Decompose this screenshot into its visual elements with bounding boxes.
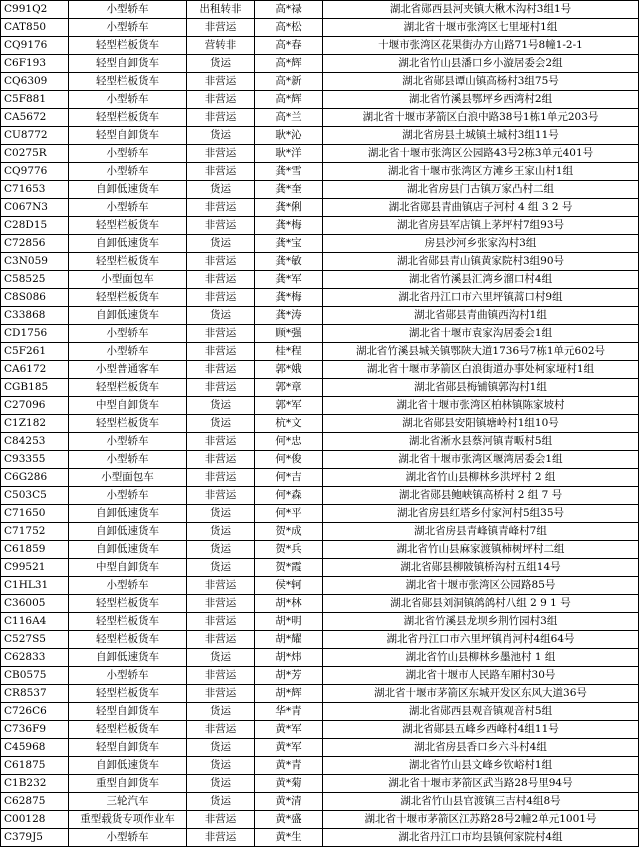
vehicle-type-cell: 自卸低速货车 bbox=[69, 235, 187, 253]
vehicle-type-cell: 轻型栏板货车 bbox=[69, 613, 187, 631]
usage-type-cell: 非营运 bbox=[187, 595, 255, 613]
owner-address-cell: 湖北省郧县青曲镇西沟村1组 bbox=[323, 307, 639, 325]
vehicle-type-cell: 小型轿车 bbox=[69, 343, 187, 361]
owner-address-cell: 湖北省竹山县柳林乡墨池村 1 组 bbox=[323, 649, 639, 667]
plate-number-cell: C067N3 bbox=[1, 199, 69, 217]
table-row bbox=[1, 613, 639, 631]
vehicle-type-cell: 中型自卸货车 bbox=[69, 397, 187, 415]
plate-number-cell: C3N059 bbox=[1, 253, 69, 271]
plate-number-cell: C5F881 bbox=[1, 91, 69, 109]
table-row bbox=[1, 235, 639, 253]
plate-number-cell: C28D15 bbox=[1, 217, 69, 235]
owner-name-cell: 龚*军 bbox=[255, 271, 323, 289]
vehicle-type-cell: 重型自卸货车 bbox=[69, 775, 187, 793]
owner-address-cell: 湖北省十堰市茅箭区白浪中路38号1栋1单元203号 bbox=[323, 109, 639, 127]
usage-type-cell: 货运 bbox=[187, 757, 255, 775]
owner-name-cell: 侯*轲 bbox=[255, 577, 323, 595]
vehicle-type-cell: 自卸低速货车 bbox=[69, 181, 187, 199]
table-row bbox=[1, 91, 639, 109]
table-row bbox=[1, 379, 639, 397]
owner-address-cell: 湖北省十堰市茅箭区白浪街道办事处柯家垭村1组 bbox=[323, 361, 639, 379]
usage-type-cell: 非营运 bbox=[187, 451, 255, 469]
usage-type-cell: 出租转非 bbox=[187, 1, 255, 19]
owner-name-cell: 胡*芳 bbox=[255, 667, 323, 685]
usage-type-cell: 货运 bbox=[187, 307, 255, 325]
vehicle-type-cell: 小型轿车 bbox=[69, 163, 187, 181]
owner-address-cell: 湖北省郧县梅铺镇郭沟村1组 bbox=[323, 379, 639, 397]
owner-address-cell: 湖北省十堰市茅箭区江苏路28号2幢2单元1001号 bbox=[323, 811, 639, 829]
table-row bbox=[1, 649, 639, 667]
vehicle-type-cell: 三轮汽车 bbox=[69, 793, 187, 811]
table-row bbox=[1, 793, 639, 811]
plate-number-cell: C1HL31 bbox=[1, 577, 69, 595]
plate-number-cell: C27096 bbox=[1, 397, 69, 415]
table-row bbox=[1, 757, 639, 775]
vehicle-type-cell: 小型轿车 bbox=[69, 487, 187, 505]
usage-type-cell: 非营运 bbox=[187, 829, 255, 847]
vehicle-type-cell: 小型轿车 bbox=[69, 199, 187, 217]
owner-address-cell: 湖北省房县门古镇万家凸村二组 bbox=[323, 181, 639, 199]
owner-address-cell: 湖北省十堰市张湾区方滩乡王家山村1组 bbox=[323, 163, 639, 181]
plate-number-cell: CQ9776 bbox=[1, 163, 69, 181]
table-row bbox=[1, 325, 639, 343]
table-row bbox=[1, 433, 639, 451]
owner-name-cell: 黄*青 bbox=[255, 757, 323, 775]
usage-type-cell: 非营运 bbox=[187, 163, 255, 181]
table-row bbox=[1, 451, 639, 469]
owner-name-cell: 胡*明 bbox=[255, 613, 323, 631]
usage-type-cell: 非营运 bbox=[187, 217, 255, 235]
owner-name-cell: 龚*雪 bbox=[255, 163, 323, 181]
owner-address-cell: 湖北省房县红塔乡付家河村5组35号 bbox=[323, 505, 639, 523]
table-row bbox=[1, 595, 639, 613]
usage-type-cell: 货运 bbox=[187, 775, 255, 793]
usage-type-cell: 非营运 bbox=[187, 667, 255, 685]
owner-name-cell: 黄*军 bbox=[255, 721, 323, 739]
table-row bbox=[1, 289, 639, 307]
usage-type-cell: 非营运 bbox=[187, 811, 255, 829]
table-row bbox=[1, 307, 639, 325]
vehicle-type-cell: 轻型栏板货车 bbox=[69, 217, 187, 235]
usage-type-cell: 营转非 bbox=[187, 37, 255, 55]
owner-name-cell: 龚*宝 bbox=[255, 235, 323, 253]
table-row bbox=[1, 181, 639, 199]
plate-number-cell: C71653 bbox=[1, 181, 69, 199]
vehicle-type-cell: 小型轿车 bbox=[69, 145, 187, 163]
table-row bbox=[1, 775, 639, 793]
plate-number-cell: C61875 bbox=[1, 757, 69, 775]
owner-address-cell: 湖北省郧县刘洞镇鸽鸽村八组 2 9 1 号 bbox=[323, 595, 639, 613]
owner-name-cell: 胡*辉 bbox=[255, 685, 323, 703]
vehicle-type-cell: 自卸低速货车 bbox=[69, 307, 187, 325]
vehicle-type-cell: 小型轿车 bbox=[69, 325, 187, 343]
table-row bbox=[1, 397, 639, 415]
owner-name-cell: 胡*林 bbox=[255, 595, 323, 613]
usage-type-cell: 非营运 bbox=[187, 253, 255, 271]
table-row bbox=[1, 667, 639, 685]
usage-type-cell: 非营运 bbox=[187, 631, 255, 649]
plate-number-cell: C62875 bbox=[1, 793, 69, 811]
usage-type-cell: 非营运 bbox=[187, 613, 255, 631]
table-row bbox=[1, 163, 639, 181]
usage-type-cell: 非营运 bbox=[187, 19, 255, 37]
vehicle-type-cell: 自卸低速货车 bbox=[69, 505, 187, 523]
usage-type-cell: 货运 bbox=[187, 541, 255, 559]
vehicle-type-cell: 小型轿车 bbox=[69, 433, 187, 451]
vehicle-type-cell: 轻型栏板货车 bbox=[69, 109, 187, 127]
plate-number-cell: C99521 bbox=[1, 559, 69, 577]
plate-number-cell: C71752 bbox=[1, 523, 69, 541]
plate-number-cell: CQ9176 bbox=[1, 37, 69, 55]
table-row bbox=[1, 469, 639, 487]
plate-number-cell: C991Q2 bbox=[1, 1, 69, 19]
plate-number-cell: C61859 bbox=[1, 541, 69, 559]
plate-number-cell: C45968 bbox=[1, 739, 69, 757]
table-row bbox=[1, 505, 639, 523]
vehicle-type-cell: 轻型栏板货车 bbox=[69, 685, 187, 703]
owner-address-cell: 湖北省十堰市张湾区堰湾居委会1组 bbox=[323, 451, 639, 469]
usage-type-cell: 货运 bbox=[187, 397, 255, 415]
plate-number-cell: CA5672 bbox=[1, 109, 69, 127]
usage-type-cell: 货运 bbox=[187, 649, 255, 667]
usage-type-cell: 非营运 bbox=[187, 685, 255, 703]
vehicle-type-cell: 轻型栏板货车 bbox=[69, 253, 187, 271]
usage-type-cell: 非营运 bbox=[187, 289, 255, 307]
owner-name-cell: 贺*兵 bbox=[255, 541, 323, 559]
plate-number-cell: C72856 bbox=[1, 235, 69, 253]
usage-type-cell: 非营运 bbox=[187, 271, 255, 289]
owner-address-cell: 湖北省竹山县潘口乡小漩居委会2组 bbox=[323, 55, 639, 73]
owner-name-cell: 何*森 bbox=[255, 487, 323, 505]
vehicle-type-cell: 轻型自卸货车 bbox=[69, 739, 187, 757]
owner-name-cell: 胡*耀 bbox=[255, 631, 323, 649]
plate-number-cell: CD1756 bbox=[1, 325, 69, 343]
usage-type-cell: 货运 bbox=[187, 181, 255, 199]
owner-name-cell: 龚*梅 bbox=[255, 217, 323, 235]
vehicle-type-cell: 自卸低速货车 bbox=[69, 757, 187, 775]
owner-name-cell: 桂*程 bbox=[255, 343, 323, 361]
table-row bbox=[1, 343, 639, 361]
vehicle-type-cell: 重型载货专项作业车 bbox=[69, 811, 187, 829]
owner-name-cell: 黄*盛 bbox=[255, 811, 323, 829]
plate-number-cell: C6F193 bbox=[1, 55, 69, 73]
plate-number-cell: C8S086 bbox=[1, 289, 69, 307]
usage-type-cell: 非营运 bbox=[187, 145, 255, 163]
table-row bbox=[1, 127, 639, 145]
table-row bbox=[1, 37, 639, 55]
owner-name-cell: 黄*菊 bbox=[255, 775, 323, 793]
table-row bbox=[1, 703, 639, 721]
usage-type-cell: 非营运 bbox=[187, 343, 255, 361]
owner-name-cell: 郭*娥 bbox=[255, 361, 323, 379]
usage-type-cell: 非营运 bbox=[187, 487, 255, 505]
plate-number-cell: CGB185 bbox=[1, 379, 69, 397]
table-row bbox=[1, 73, 639, 91]
owner-address-cell: 湖北省郧县青山镇黄家院村3组90号 bbox=[323, 253, 639, 271]
owner-name-cell: 贺*霞 bbox=[255, 559, 323, 577]
usage-type-cell: 货运 bbox=[187, 559, 255, 577]
table-row bbox=[1, 145, 639, 163]
owner-address-cell: 湖北省竹溪县龙坝乡荆竹园村3组 bbox=[323, 613, 639, 631]
plate-number-cell: CA6172 bbox=[1, 361, 69, 379]
plate-number-cell: C36005 bbox=[1, 595, 69, 613]
plate-number-cell: C1Z182 bbox=[1, 415, 69, 433]
vehicle-type-cell: 小型轿车 bbox=[69, 19, 187, 37]
owner-address-cell: 湖北省郧西县观音镇观音村5组 bbox=[323, 703, 639, 721]
owner-name-cell: 何*吉 bbox=[255, 469, 323, 487]
owner-address-cell: 湖北省郧县鲍峡镇高桥村 2 组 7 号 bbox=[323, 487, 639, 505]
plate-number-cell: C527S5 bbox=[1, 631, 69, 649]
owner-name-cell: 龚*俐 bbox=[255, 199, 323, 217]
usage-type-cell: 货运 bbox=[187, 415, 255, 433]
table-row bbox=[1, 361, 639, 379]
vehicle-type-cell: 小型轿车 bbox=[69, 667, 187, 685]
owner-name-cell: 黄*清 bbox=[255, 793, 323, 811]
usage-type-cell: 货运 bbox=[187, 127, 255, 145]
owner-address-cell: 湖北省十堰市张湾区七里垭村1组 bbox=[323, 19, 639, 37]
owner-name-cell: 龚*涛 bbox=[255, 307, 323, 325]
vehicle-type-cell: 轻型栏板货车 bbox=[69, 595, 187, 613]
owner-address-cell: 湖北省竹溪县汇湾乡溜口村4组 bbox=[323, 271, 639, 289]
table-row bbox=[1, 559, 639, 577]
vehicle-type-cell: 小型普通客车 bbox=[69, 361, 187, 379]
owner-address-cell: 湖北省十堰市张湾区柏林镇陈家坡村 bbox=[323, 397, 639, 415]
owner-address-cell: 湖北省竹山县官渡镇三吉村4组8号 bbox=[323, 793, 639, 811]
plate-number-cell: CQ6309 bbox=[1, 73, 69, 91]
vehicle-type-cell: 自卸低速货车 bbox=[69, 649, 187, 667]
owner-address-cell: 十堰市张湾区花果街办方山路71号8幢1-2-1 bbox=[323, 37, 639, 55]
table-row bbox=[1, 487, 639, 505]
plate-number-cell: C116A4 bbox=[1, 613, 69, 631]
vehicle-type-cell: 轻型栏板货车 bbox=[69, 631, 187, 649]
usage-type-cell: 货运 bbox=[187, 703, 255, 721]
table-row bbox=[1, 415, 639, 433]
vehicle-type-cell: 自卸低速货车 bbox=[69, 541, 187, 559]
vehicle-type-cell: 轻型自卸货车 bbox=[69, 703, 187, 721]
owner-address-cell: 湖北省丹江口市六里坪镇蒿口村9组 bbox=[323, 289, 639, 307]
usage-type-cell: 非营运 bbox=[187, 199, 255, 217]
table-row bbox=[1, 271, 639, 289]
owner-name-cell: 胡*炜 bbox=[255, 649, 323, 667]
table-row bbox=[1, 631, 639, 649]
plate-number-cell: CB0575 bbox=[1, 667, 69, 685]
owner-name-cell: 贺*成 bbox=[255, 523, 323, 541]
table-row bbox=[1, 19, 639, 37]
owner-address-cell: 湖北省十堰市张湾区公园路85号 bbox=[323, 577, 639, 595]
usage-type-cell: 非营运 bbox=[187, 469, 255, 487]
owner-address-cell: 湖北省郧县谭山镇高杨村3组75号 bbox=[323, 73, 639, 91]
owner-name-cell: 高*春 bbox=[255, 37, 323, 55]
plate-number-cell: C379J5 bbox=[1, 829, 69, 847]
owner-address-cell: 湖北省十堰市茅箭区东城开发区东风大道36号 bbox=[323, 685, 639, 703]
owner-address-cell: 湖北省郧县柳陂镇桥沟村五组14号 bbox=[323, 559, 639, 577]
usage-type-cell: 非营运 bbox=[187, 109, 255, 127]
usage-type-cell: 非营运 bbox=[187, 577, 255, 595]
plate-number-cell: C0275R bbox=[1, 145, 69, 163]
table-row bbox=[1, 1, 639, 19]
vehicle-type-cell: 小型轿车 bbox=[69, 577, 187, 595]
vehicle-type-cell: 轻型栏板货车 bbox=[69, 721, 187, 739]
usage-type-cell: 非营运 bbox=[187, 433, 255, 451]
plate-number-cell: C93355 bbox=[1, 451, 69, 469]
usage-type-cell: 货运 bbox=[187, 505, 255, 523]
owner-name-cell: 高*辉 bbox=[255, 55, 323, 73]
owner-name-cell: 龚*梅 bbox=[255, 289, 323, 307]
table-row bbox=[1, 199, 639, 217]
table-row bbox=[1, 577, 639, 595]
table-row bbox=[1, 811, 639, 829]
plate-number-cell: C62833 bbox=[1, 649, 69, 667]
owner-address-cell: 湖北省房县香口乡六斗村4组 bbox=[323, 739, 639, 757]
owner-address-cell: 湖北省丹江口市六里坪镇肖河村4组64号 bbox=[323, 631, 639, 649]
plate-number-cell: CU8772 bbox=[1, 127, 69, 145]
vehicle-type-cell: 小型轿车 bbox=[69, 829, 187, 847]
usage-type-cell: 非营运 bbox=[187, 379, 255, 397]
plate-number-cell: C1B232 bbox=[1, 775, 69, 793]
table-row bbox=[1, 739, 639, 757]
owner-name-cell: 何*忠 bbox=[255, 433, 323, 451]
table-row bbox=[1, 109, 639, 127]
table-row bbox=[1, 541, 639, 559]
owner-name-cell: 高*辉 bbox=[255, 91, 323, 109]
owner-name-cell: 龚*奎 bbox=[255, 181, 323, 199]
plate-number-cell: C00128 bbox=[1, 811, 69, 829]
owner-address-cell: 湖北省竹山县柳林乡洪坪村 2 组 bbox=[323, 469, 639, 487]
usage-type-cell: 货运 bbox=[187, 739, 255, 757]
vehicle-type-cell: 轻型栏板货车 bbox=[69, 289, 187, 307]
owner-address-cell: 湖北省郧县安阳镇塘岭村1组10号 bbox=[323, 415, 639, 433]
usage-type-cell: 货运 bbox=[187, 235, 255, 253]
owner-address-cell: 湖北省竹溪县鄂坪乡西湾村2组 bbox=[323, 91, 639, 109]
owner-name-cell: 华*青 bbox=[255, 703, 323, 721]
vehicle-type-cell: 自卸低速货车 bbox=[69, 523, 187, 541]
table-row bbox=[1, 721, 639, 739]
owner-name-cell: 黄*军 bbox=[255, 739, 323, 757]
owner-name-cell: 高*兰 bbox=[255, 109, 323, 127]
vehicle-type-cell: 轻型自卸货车 bbox=[69, 127, 187, 145]
owner-address-cell: 湖北省房县军店镇上茅坪村7组93号 bbox=[323, 217, 639, 235]
usage-type-cell: 非营运 bbox=[187, 721, 255, 739]
vehicle-type-cell: 轻型栏板货车 bbox=[69, 73, 187, 91]
plate-number-cell: C726C6 bbox=[1, 703, 69, 721]
plate-number-cell: C5F261 bbox=[1, 343, 69, 361]
owner-name-cell: 郭*军 bbox=[255, 397, 323, 415]
owner-address-cell: 湖北省十堰市茅箭区武当路28号里94号 bbox=[323, 775, 639, 793]
usage-type-cell: 货运 bbox=[187, 523, 255, 541]
vehicle-type-cell: 小型轿车 bbox=[69, 1, 187, 19]
owner-name-cell: 郭*章 bbox=[255, 379, 323, 397]
plate-number-cell: C58525 bbox=[1, 271, 69, 289]
owner-address-cell: 湖北省丹江口市均县镇何家院村4组 bbox=[323, 829, 639, 847]
vehicle-registry-body bbox=[1, 1, 639, 847]
owner-name-cell: 顾*强 bbox=[255, 325, 323, 343]
vehicle-type-cell: 中型自卸货车 bbox=[69, 559, 187, 577]
owner-address-cell: 湖北省竹溪县城关镇鄂陕大道1736号7栋1单元602号 bbox=[323, 343, 639, 361]
vehicle-type-cell: 轻型栏板货车 bbox=[69, 379, 187, 397]
owner-address-cell: 湖北省十堰市张湾区公园路43号2栋3单元401号 bbox=[323, 145, 639, 163]
table-row bbox=[1, 217, 639, 235]
plate-number-cell: C503C5 bbox=[1, 487, 69, 505]
usage-type-cell: 货运 bbox=[187, 55, 255, 73]
vehicle-type-cell: 小型轿车 bbox=[69, 451, 187, 469]
table-row bbox=[1, 55, 639, 73]
owner-name-cell: 杭*文 bbox=[255, 415, 323, 433]
owner-address-cell: 湖北省郧西县河夹镇大楸木沟村3组1号 bbox=[323, 1, 639, 19]
owner-name-cell: 耿*洋 bbox=[255, 145, 323, 163]
plate-number-cell: C6G286 bbox=[1, 469, 69, 487]
owner-address-cell: 湖北省房县青峰镇青峰村7组 bbox=[323, 523, 639, 541]
vehicle-type-cell: 轻型自卸货车 bbox=[69, 55, 187, 73]
owner-name-cell: 何*俊 bbox=[255, 451, 323, 469]
owner-name-cell: 高*新 bbox=[255, 73, 323, 91]
usage-type-cell: 货运 bbox=[187, 793, 255, 811]
plate-number-cell: CAT850 bbox=[1, 19, 69, 37]
usage-type-cell: 非营运 bbox=[187, 325, 255, 343]
owner-address-cell: 房县沙河乡张家沟村3组 bbox=[323, 235, 639, 253]
owner-address-cell: 湖北省房县土城镇土城村3组11号 bbox=[323, 127, 639, 145]
plate-number-cell: C33868 bbox=[1, 307, 69, 325]
owner-name-cell: 龚*敏 bbox=[255, 253, 323, 271]
usage-type-cell: 非营运 bbox=[187, 73, 255, 91]
plate-number-cell: C736F9 bbox=[1, 721, 69, 739]
owner-address-cell: 湖北省淅水县蔡河镇青畈村5组 bbox=[323, 433, 639, 451]
vehicle-type-cell: 轻型栏板货车 bbox=[69, 415, 187, 433]
plate-number-cell: C71650 bbox=[1, 505, 69, 523]
owner-address-cell: 湖北省竹山县麻家渡镇柿树坪村二组 bbox=[323, 541, 639, 559]
plate-number-cell: C84253 bbox=[1, 433, 69, 451]
table-row bbox=[1, 523, 639, 541]
owner-address-cell: 湖北省郧县青曲镇店子河村 4 组 3 2 号 bbox=[323, 199, 639, 217]
owner-name-cell: 耿*沁 bbox=[255, 127, 323, 145]
usage-type-cell: 非营运 bbox=[187, 361, 255, 379]
vehicle-type-cell: 小型面包车 bbox=[69, 469, 187, 487]
owner-address-cell: 湖北省十堰市人民路车厢村30号 bbox=[323, 667, 639, 685]
vehicle-type-cell: 小型轿车 bbox=[69, 91, 187, 109]
usage-type-cell: 非营运 bbox=[187, 91, 255, 109]
owner-name-cell: 高*禄 bbox=[255, 1, 323, 19]
owner-name-cell: 高*松 bbox=[255, 19, 323, 37]
vehicle-type-cell: 轻型栏板货车 bbox=[69, 37, 187, 55]
owner-address-cell: 湖北省竹山县文峰乡钦峪村1组 bbox=[323, 757, 639, 775]
table-row bbox=[1, 253, 639, 271]
plate-number-cell: CR8537 bbox=[1, 685, 69, 703]
vehicle-type-cell: 小型面包车 bbox=[69, 271, 187, 289]
owner-name-cell: 黄*生 bbox=[255, 829, 323, 847]
owner-address-cell: 湖北省郧县五峰乡西峰村4组11号 bbox=[323, 721, 639, 739]
owner-name-cell: 何*平 bbox=[255, 505, 323, 523]
owner-address-cell: 湖北省十堰市袁家沟居委会1组 bbox=[323, 325, 639, 343]
table-row bbox=[1, 685, 639, 703]
